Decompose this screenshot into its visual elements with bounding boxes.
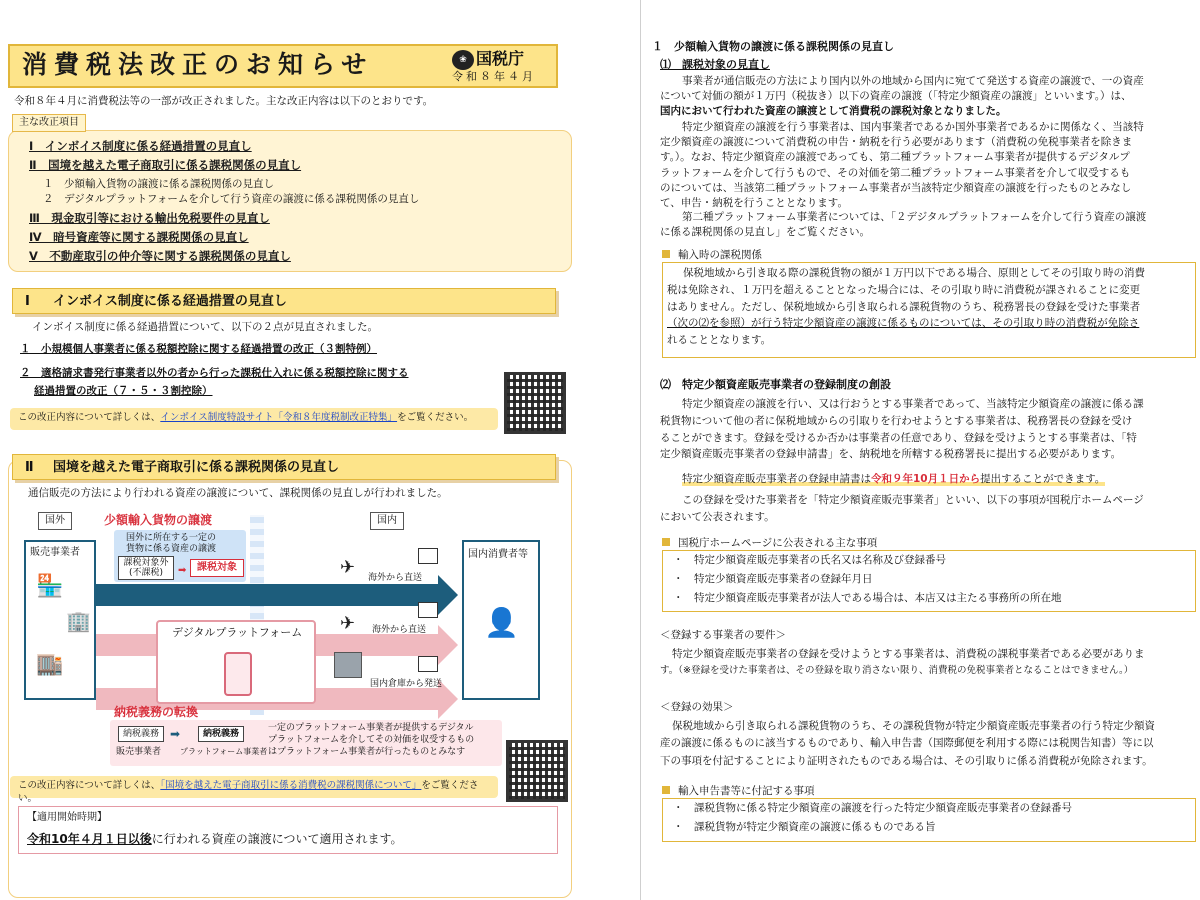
blue-flow-arrow [96,584,438,606]
application-date: 令和10年４月１日以後 [27,832,152,846]
shop-icon: 🏪 [36,574,64,599]
section1-point2-cont[interactable]: 経過措置の改正（７・５・３割控除） [34,385,213,397]
effects-para [660,718,1200,770]
note-text: この改正内容について詳しくは、 [18,780,161,791]
section1-point1[interactable]: １ 小規模個人事業者に係る税額控除に関する経過措置の改正（３割特例） [20,343,377,355]
intro-text: 令和８年４月に消費税法等の一部が改正されました。主な改正内容は以下のとおりです。 [14,95,434,107]
bullet-square-icon [662,786,670,794]
application-rest: に行われる資産の譲渡について適用されます。 [151,832,403,846]
toc-item[interactable]: Ⅰ インボイス制度に係る経過措置の見直し [29,139,252,153]
para-line: この登録を受けた事業者を「特定少額資産販売事業者」といい、以下の事項が国税庁ホームページ [682,494,1144,506]
application-start-date: 令和９年10月１日から [871,473,981,485]
section2-number: Ⅱ [25,460,34,475]
application-start-line [682,472,1105,486]
para-line: 定少額資産の譲渡について消費税の申告・納税を行う必要があります（消費税の免税事業者を除きま [660,136,1133,149]
blue-flow-arrowhead [438,575,458,615]
right-heading: １ 少額輸入貨物の譲渡に係る課税関係の見直し [652,40,894,53]
direct-ship-label: 海外から直送 [372,625,427,635]
toc-item[interactable]: Ⅱ 国境を越えた電子商取引に係る課税関係の見直し [29,158,302,172]
not-taxed-badge [118,556,174,580]
consumer-label: 国内消費者等 [468,549,528,560]
package-icon [418,656,438,672]
platform-label: デジタルプラットフォーム [172,626,303,639]
para-line: ることができます。登録を受けるか否かは事業者の任意であり、登録を受けようとする事業者は、「特 [660,431,1137,444]
toc-item[interactable]: Ⅳ 暗号資産等に関する課税関係の見直し [29,230,249,244]
duty-before-who: 販売事業者 [116,747,162,757]
warehouse-icon [334,652,362,678]
consumer-icon: 👤 [484,606,519,639]
para-line: 税貨物について他の者に保税地域からの引取りを行わせようとする事業者は、税務署長の登録を受け [660,414,1133,427]
para-taxable [660,74,1200,120]
logo-emblem-icon: ❀ [452,50,474,70]
seller-label: 販売事業者 [30,547,80,558]
section1-title: インボイス制度に係る経過措置の見直し [53,294,287,309]
box2-title [662,536,877,550]
box1-title [662,248,762,262]
not-taxed-text: (不課税) [128,568,164,579]
box2-title-text: 国税庁ホームページに公表される主な事項 [678,537,878,549]
para-line: のについては、当該第二種プラットフォーム事業者が当該特定少額資産の譲渡を行ったものとみなし [660,181,1132,194]
toc-item[interactable]: Ⅲ 現金取引等における輸出免税要件の見直し [29,211,270,225]
section1-header [12,288,556,314]
para-line: 特定少額資産の譲渡を行う事業者は、国内事業者であるか国外事業者であるかに関係なく、当該特 [682,121,1144,133]
package-icon [418,548,438,564]
package-icon [418,602,438,618]
duty-after-badge: 納税義務 [198,726,244,742]
subheading-taxable: ⑴ 課税対象の見直し [660,58,770,71]
para-line: ラットフォームを介して行うもので、その対価を第二種プラットフォーム事業者を介して収受するも [660,166,1131,179]
plane-icon: ✈ [340,613,356,634]
box3-title-text: 輸入申告書等に付記する事項 [678,785,815,797]
para-line: 提出することができます。 [980,473,1106,485]
toc-list [29,139,549,268]
issue-date: 令和８年４月 [452,70,536,83]
duty-before-badge: 納税義務 [118,726,164,742]
small-import-title: 少額輸入貨物の譲渡 [104,513,213,527]
section1-note [10,408,498,430]
para-line: て、申告・納税を行うこととなります。 [660,197,848,210]
para-line: 国内において行われた資産の譲渡として消費税の課税対象となりました。 [660,105,1007,118]
platform-box [156,620,316,704]
section1-point2[interactable]: ２ 適格請求書発行事業者以外の者から行った課税仕入れに係る税額控除に関する [20,367,409,379]
para-line: に係る課税関係の見直し」をご覧ください。 [660,226,870,239]
list-item: ・ 特定少額資産販売事業者が法人である場合は、本店又は主たる事務所の所在地 [673,592,1062,604]
para-line: 特定少額資産販売事業者の登録を受けようとする事業者は、消費税の課税事業者である必要がありま [672,648,1145,660]
section1-lead: インボイス制度に係る経過措置について、以下の２点が見直されました。 [32,321,378,333]
invoice-site-link[interactable]: インボイス制度特設サイト「令和８年度税制改正特集」 [160,412,398,423]
para-line: 産の譲渡に係るものに該当するものであり、輸入申告書（国際郵便を利用する際には税関告知書）等に以 [660,737,1154,750]
pink-flow-arrowhead [438,625,458,665]
list-item: ・ 課税貨物が特定少額資産の譲渡に係るものである旨 [673,821,936,833]
note-text: をご覧ください。 [18,780,479,804]
abroad-label: 国外 [38,512,72,530]
application-label: 【適用開始時期】 [27,812,107,823]
para-platform [660,120,1200,211]
small-import-desc: 国外に所在する一定の [126,533,217,543]
tax-shift-desc: はプラットフォーム事業者が行ったものとみなす [268,747,466,757]
para-second-type [660,210,1200,240]
list-item: ・ 特定少額資産販売事業者の氏名又は名称及び登録番号 [673,554,946,566]
para-line: す。）。なお、特定少額資産の譲渡であっても、第二種プラットフォーム事業者が提供するデジタルプ [660,151,1130,164]
tax-shift-desc: プラットフォームを介してその対価を収受するもの [268,735,475,745]
publication-box [662,550,1196,612]
section2-header [12,454,556,480]
para-line: 下の事項を付記することにより証明されたものである場合は、その引取りに係る消費税が免除されます。 [660,754,1153,767]
application-text [27,831,403,847]
box2-content [673,553,1062,610]
note-text: この改正内容について詳しくは、 [18,412,161,423]
taxed-badge: 課税対象 [190,559,244,577]
warehouse-ship-label: 国内倉庫から発送 [370,679,443,689]
agency-name: 国税庁 [476,49,525,68]
application-box [18,806,558,854]
arrow-right-icon: ➡ [178,565,187,576]
bullet-square-icon [662,538,670,546]
arrow-right-icon: ➡ [170,727,181,741]
para-publication [660,492,1200,526]
section2-note [10,776,498,804]
list-item: ・ 課税貨物に係る特定少額資産の譲渡を行った特定少額資産販売事業者の登録番号 [673,802,1072,814]
toc-box [8,130,572,272]
para-line: 定少額資産販売事業者の登録申請書」を、納税地を所轄する税務署長に提出する必要があります。 [660,448,1122,461]
section1-number: Ⅰ [25,294,30,309]
qr-code-icon[interactable] [504,372,566,434]
tax-shift-title: 納税義務の転換 [114,705,199,719]
qr-code-icon[interactable] [506,740,568,802]
box3-content [673,801,1072,839]
requirements-para [660,646,1200,678]
plane-icon: ✈ [340,557,356,578]
para-line: 特定少額資産販売事業者の登録申請書は [682,473,871,485]
para-registration [660,396,1200,463]
para-line: （次の⑵を参照）が行う特定少額資産の譲渡に係るものについては、その引取り時の消費税が免除さ [667,317,1140,330]
not-taxed-text: 課税対象外 [123,558,169,568]
para-line: れることとなります。 [667,334,772,347]
effects-heading: ＜登録の効果＞ [660,701,734,713]
bullet-square-icon [662,250,670,258]
box1-content [667,265,1193,349]
small-import-desc: 貨物に係る資産の譲渡 [126,544,217,554]
tax-shift-box [110,720,502,766]
para-line: 保税地域から引き取る際の課税貨物の額が１万円以下である場合、原則としてその引取り時の消費 [683,267,1145,279]
para-line: 税は免除され、１万円を超えることとなった場合には、その引取り時に消費税が課されることに変更 [667,283,1141,296]
toc-item[interactable]: ２ デジタルプラットフォームを介して行う資産の譲渡に係る課税関係の見直し [43,193,420,205]
page-divider [640,0,641,900]
para-line: について対価の額が１万円（税抜き）以下の資産の譲渡（「特定少額資産の譲渡」といいます。）は、 [660,90,1132,103]
para-line: 保税地域から引き取られる課税貨物のうち、その課税貨物が特定少額資産販売事業者の行う特定少額資 [672,720,1155,732]
phone-icon [224,652,252,696]
requirements-heading: ＜登録する事業者の要件＞ [660,629,786,641]
box1-title-text: 輸入時の課税関係 [678,249,762,261]
direct-ship-label: 海外から直送 [368,573,423,583]
title-banner [8,44,558,88]
agency-logo [452,48,548,86]
subheading-registration: ⑵ 特定少額資産販売事業者の登録制度の創設 [660,378,891,391]
tax-shift-desc: 一定のプラットフォーム事業者が提供するデジタル [268,723,474,733]
para-line: 事業者が通信販売の方法により国内以外の地域から国内に宛てて発送する資産の譲渡で、一の資産 [682,75,1144,87]
building-icon: 🏢 [66,609,91,633]
page-title: 消費税法改正のお知らせ [22,50,374,79]
para-line: 特定少額資産の譲渡を行い、又は行おうとする事業者であって、当該特定少額資産の譲渡に係る課 [682,398,1144,410]
section2-title: 国境を越えた電子商取引に係る課税関係の見直し [53,460,340,475]
import-tax-box [662,262,1196,358]
store-icon: 🏬 [36,652,64,677]
ec-tax-link[interactable]: 「国境を越えた電子商取引に係る消費税の課税関係について」 [160,780,422,791]
consumer-box [462,540,540,700]
list-item: ・ 特定少額資産販売事業者の登録年月日 [673,573,873,585]
domestic-label: 国内 [370,512,404,530]
toc-item[interactable]: １ 少額輸入貨物の譲渡に係る課税関係の見直し [43,178,274,190]
duty-after-who: プラットフォーム事業者 [180,747,268,756]
seller-box [24,540,96,700]
declaration-box [662,798,1196,842]
toc-tab: 主な改正項目 [12,114,86,132]
toc-item[interactable]: Ⅴ 不動産取引の仲介等に関する課税関係の見直し [29,249,291,263]
para-line: 第二種プラットフォーム事業者については、「２デジタルプラットフォームを介して行う資産の譲渡 [682,211,1147,223]
note-text: をご覧ください。 [397,412,474,423]
box3-title [662,784,815,798]
section2-lead: 通信販売の方法により行われる資産の譲渡について、課税関係の見直しが行われました。 [28,487,448,499]
para-line: はありません。ただし、保税地域から引き取られる課税貨物のうち、税務署長の登録を受けた事業者 [667,300,1141,313]
para-line: において公表されます。 [660,510,775,523]
para-line: す。（※登録を受けた事業者は、その登録を取り消さない限り、消費税の免税事業者となることはできません。） [660,664,1134,676]
